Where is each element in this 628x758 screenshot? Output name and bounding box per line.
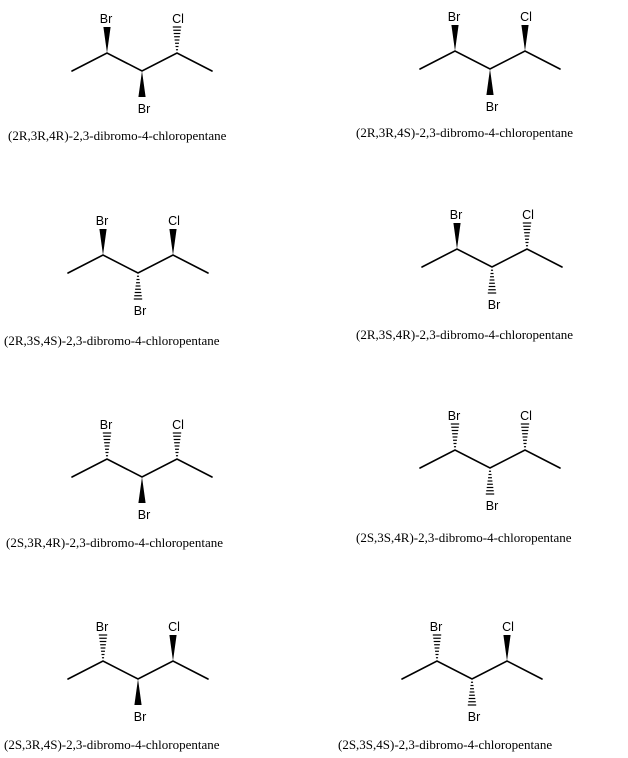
compound-name: (2S,3S,4S)-2,3-dibromo-4-chloropentane <box>338 737 553 752</box>
c3-br-bond <box>138 71 145 97</box>
compound-name: (2S,3R,4S)-2,3-dibromo-4-chloropentane <box>4 737 220 752</box>
c4-cl-bond <box>173 27 181 50</box>
c3-br-bond <box>488 270 496 293</box>
structure-panel <box>8 12 227 143</box>
carbon-backbone <box>402 661 542 679</box>
c4-cl-bond <box>173 433 181 456</box>
bromine-label: Br <box>95 214 109 228</box>
structure-panel <box>356 409 572 545</box>
structure-panel <box>4 620 220 752</box>
structure-panel <box>4 214 220 348</box>
chlorine-label: Cl <box>522 208 534 222</box>
bromine-label: Br <box>449 208 463 222</box>
bromine-label: Br <box>95 620 109 634</box>
c4-cl-bond <box>521 25 528 51</box>
chlorine-label: Cl <box>172 418 184 432</box>
bromine-label: Br <box>485 100 499 114</box>
carbon-backbone <box>72 459 212 477</box>
c4-cl-bond <box>169 635 176 661</box>
bromine-label: Br <box>429 620 443 634</box>
bromine-label: Br <box>99 12 113 26</box>
c3-br-bond <box>486 471 494 494</box>
c2-br-bond <box>103 27 110 53</box>
compound-name: (2R,3R,4S)-2,3-dibromo-4-chloropentane <box>356 125 573 140</box>
c4-cl-bond <box>521 424 529 447</box>
compound-name: (2R,3R,4R)-2,3-dibromo-4-chloropentane <box>8 128 227 143</box>
chlorine-label: Cl <box>172 12 184 26</box>
carbon-backbone <box>420 450 560 468</box>
chlorine-label: Cl <box>502 620 514 634</box>
c3-br-bond <box>134 276 142 299</box>
compound-name: (2R,3S,4R)-2,3-dibromo-4-chloropentane <box>356 327 573 342</box>
chlorine-label: Cl <box>520 10 532 24</box>
bromine-label: Br <box>447 409 461 423</box>
bromine-label: Br <box>133 304 147 318</box>
structure-panel <box>6 418 223 550</box>
compound-name: (2S,3R,4R)-2,3-dibromo-4-chloropentane <box>6 535 223 550</box>
bromine-label: Br <box>447 10 461 24</box>
bromine-label: Br <box>487 298 501 312</box>
chlorine-label: Cl <box>168 214 180 228</box>
carbon-backbone <box>72 53 212 71</box>
c4-cl-bond <box>523 223 531 246</box>
structure-panel <box>356 10 573 140</box>
carbon-backbone <box>420 51 560 69</box>
chlorine-label: Cl <box>520 409 532 423</box>
c2-br-bond <box>99 229 106 255</box>
bromine-label: Br <box>133 710 147 724</box>
compound-name: (2S,3S,4R)-2,3-dibromo-4-chloropentane <box>356 530 572 545</box>
structure-panel <box>356 208 573 342</box>
c2-br-bond <box>451 424 459 447</box>
c2-br-bond <box>451 25 458 51</box>
c2-br-bond <box>433 635 441 658</box>
bromine-label: Br <box>137 102 151 116</box>
c3-br-bond <box>486 69 493 95</box>
c3-br-bond <box>138 477 145 503</box>
c4-cl-bond <box>503 635 510 661</box>
c2-br-bond <box>453 223 460 249</box>
bromine-label: Br <box>467 710 481 724</box>
compound-name: (2R,3S,4S)-2,3-dibromo-4-chloropentane <box>4 333 220 348</box>
bromine-label: Br <box>99 418 113 432</box>
c4-cl-bond <box>169 229 176 255</box>
c3-br-bond <box>134 679 141 705</box>
c3-br-bond <box>468 682 476 705</box>
structure-panel <box>338 620 552 752</box>
bromine-label: Br <box>485 499 499 513</box>
chlorine-label: Cl <box>168 620 180 634</box>
bromine-label: Br <box>137 508 151 522</box>
carbon-backbone <box>422 249 562 267</box>
carbon-backbone <box>68 661 208 679</box>
carbon-backbone <box>68 255 208 273</box>
c2-br-bond <box>103 433 111 456</box>
c2-br-bond <box>99 635 107 658</box>
